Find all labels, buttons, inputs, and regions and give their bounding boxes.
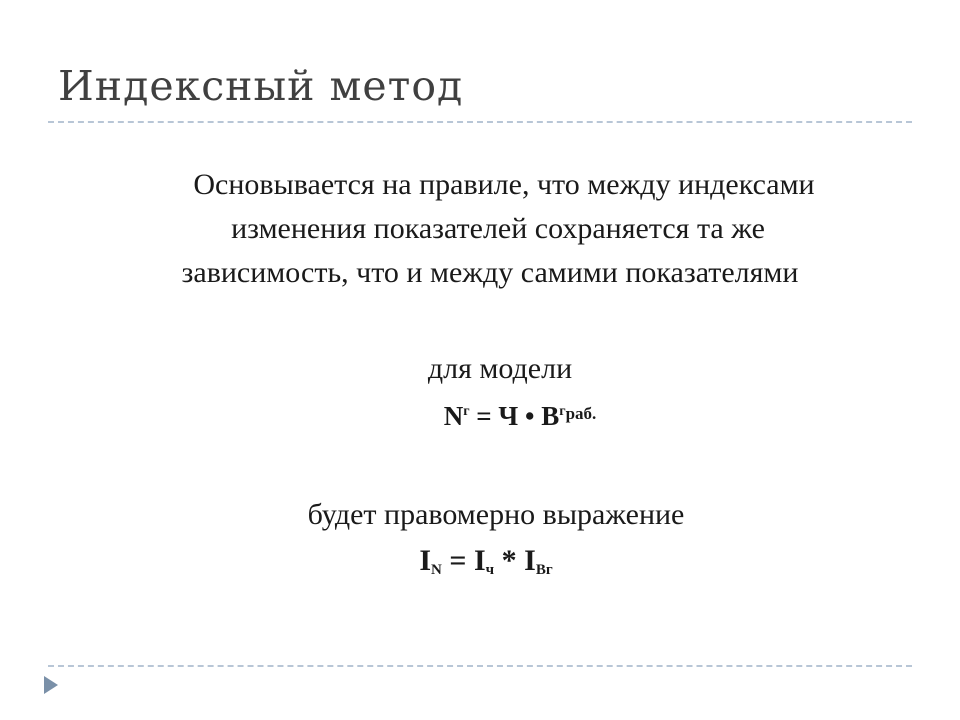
formula-equals: = Ч •: [469, 401, 542, 431]
index-operator: *: [494, 544, 525, 577]
expression-label: будет правомерно выражение: [307, 498, 685, 531]
description-line-3: зависимость, что и между самими показателями: [181, 256, 799, 289]
model-formula: [0, 401, 960, 432]
footer-divider: [48, 665, 912, 667]
index-equals: =: [441, 544, 474, 577]
index-factor2-sub: Вг: [535, 562, 553, 578]
title-divider: [48, 121, 912, 123]
description-line-2: изменения показателей сохраняется та же: [231, 212, 765, 245]
formula-rhs-sup: г: [559, 404, 566, 419]
index-factor2-base: I: [524, 544, 536, 577]
formula-lhs-base: N: [443, 401, 464, 431]
model-label: для модели: [427, 352, 573, 385]
formula-lhs-sup: г: [463, 404, 470, 419]
formula-rhs-sub: раб.: [565, 404, 597, 423]
index-lhs-base: I: [419, 544, 432, 577]
index-lhs-sub: N: [431, 562, 442, 578]
rule-description: [0, 163, 960, 295]
index-formula: [0, 544, 960, 579]
formula-rhs-base: В: [541, 401, 560, 431]
description-line-1: Основывается на правиле, что между индексами: [193, 168, 815, 201]
slide-title: Индексный метод: [58, 62, 464, 110]
index-factor1-base: I: [473, 544, 486, 577]
triangle-right-icon[interactable]: [44, 676, 58, 694]
index-factor1-sub: ч: [485, 562, 495, 578]
